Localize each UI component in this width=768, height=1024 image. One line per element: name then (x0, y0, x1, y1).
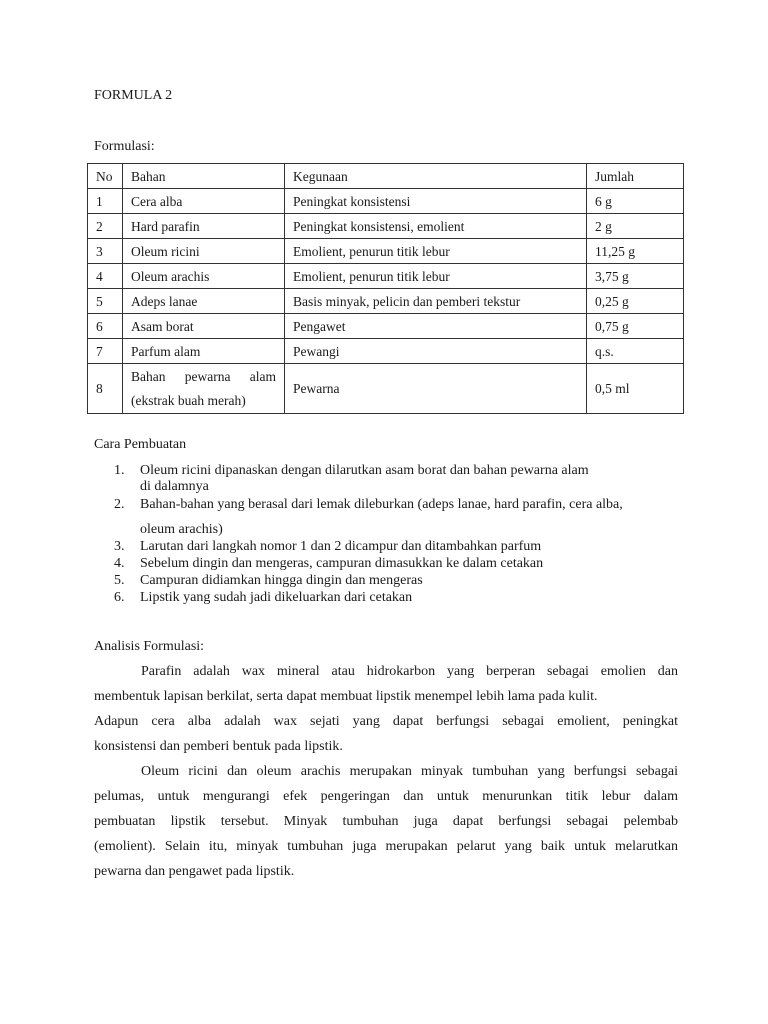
step-text: Campuran didiamkan hingga dingin dan mengeras (140, 573, 423, 588)
cell-kegunaan: Emolient, penurun titik lebur (285, 239, 587, 264)
cell-no: 8 (88, 364, 123, 414)
paragraph-line: Adapun cera alba adalah wax sejati yang dapat berfungsi sebagai emolient, peningkat (94, 714, 678, 729)
cell-bahan: Cera alba (123, 189, 285, 214)
table-row (88, 264, 684, 289)
cell-no: 4 (88, 264, 123, 289)
step-number: 4. (114, 556, 125, 571)
step-text: Bahan-bahan yang berasal dari lemak dileburkan (adeps lanae, hard parafin, cera alba, (140, 497, 623, 512)
cell-no: 2 (88, 214, 123, 239)
cell-bahan: Oleum arachis (123, 264, 285, 289)
analisis-heading: Analisis Formulasi: (94, 639, 205, 654)
header-no: No (88, 164, 123, 189)
cell-bahan: Parfum alam (123, 339, 285, 364)
cell-bahan: Hard parafin (123, 214, 285, 239)
paragraph-line: membentuk lapisan berkilat, serta dapat membuat lipstik menempel lebih lama pada kulit. (94, 689, 598, 704)
cell-kegunaan: Emolient, penurun titik lebur (285, 264, 587, 289)
cell-bahan: Oleum ricini (123, 239, 285, 264)
cell-jumlah: 2 g (587, 214, 684, 239)
paragraph-line: pewarna dan pengawet pada lipstik. (94, 864, 295, 879)
table-row (88, 289, 684, 314)
table-row (88, 314, 684, 339)
table-row (88, 239, 684, 264)
table-header-row (88, 164, 684, 189)
header-kegunaan: Kegunaan (285, 164, 587, 189)
step-text: Sebelum dingin dan mengeras, campuran dimasukkan ke dalam cetakan (140, 556, 544, 571)
cell-jumlah: q.s. (587, 339, 684, 364)
cell-jumlah: 11,25 g (587, 239, 684, 264)
cell-bahan: Asam borat (123, 314, 285, 339)
step-text: Lipstik yang sudah jadi dikeluarkan dari cetakan (140, 590, 413, 605)
header-bahan: Bahan (123, 164, 285, 189)
step-number: 6. (114, 590, 125, 605)
cell-no: 5 (88, 289, 123, 314)
table-row (88, 214, 684, 239)
paragraph-line: pelumas, untuk mengurangi efek pengeringan dan untuk menurunkan titik lebur dalam (94, 789, 678, 804)
table-row (88, 339, 684, 364)
cell-bahan (123, 364, 285, 414)
paragraph-line: (emolient). Selain itu, minyak tumbuhan juga merupakan pelarut yang baik untuk melarutkan (94, 839, 678, 854)
step-number: 5. (114, 573, 125, 588)
cell-no: 3 (88, 239, 123, 264)
cell-jumlah: 0,25 g (587, 289, 684, 314)
formulasi-label: Formulasi: (94, 139, 155, 154)
paragraph-line: Oleum ricini dan oleum arachis merupakan minyak tumbuhan yang berfungsi sebagai (141, 764, 678, 779)
step-number: 1. (114, 463, 125, 478)
cell-kegunaan: Pewarna (285, 364, 587, 414)
cara-heading: Cara Pembuatan (94, 437, 187, 452)
cell-bahan-line: (ekstrak buah merah) (131, 392, 246, 408)
cell-no: 7 (88, 339, 123, 364)
cell-no: 6 (88, 314, 123, 339)
cell-kegunaan: Basis minyak, pelicin dan pemberi tekstur (285, 289, 587, 314)
formula-table (87, 163, 684, 414)
cell-jumlah: 3,75 g (587, 264, 684, 289)
step-text: di dalamnya (140, 479, 209, 494)
step-number: 3. (114, 539, 125, 554)
step-text: Oleum ricini dipanaskan dengan dilarutkan asam borat dan bahan pewarna alam (140, 463, 589, 478)
paragraph-line: konsistensi dan pemberi bentuk pada lipstik. (94, 739, 343, 754)
cell-kegunaan: Pengawet (285, 314, 587, 339)
cell-jumlah: 0,75 g (587, 314, 684, 339)
step-text: oleum arachis) (140, 522, 223, 537)
cell-bahan-line: Bahan pewarna alam (131, 368, 276, 384)
paragraph-line: Parafin adalah wax mineral atau hidrokarbon yang berperan sebagai emolien dan (141, 664, 678, 679)
cell-bahan: Adeps lanae (123, 289, 285, 314)
table-row (88, 189, 684, 214)
header-jumlah: Jumlah (587, 164, 684, 189)
cell-kegunaan: Peningkat konsistensi (285, 189, 587, 214)
document-title: FORMULA 2 (94, 88, 173, 103)
cell-no: 1 (88, 189, 123, 214)
cell-jumlah: 0,5 ml (587, 364, 684, 414)
table-row (88, 364, 684, 414)
step-text: Larutan dari langkah nomor 1 dan 2 dicampur dan ditambahkan parfum (140, 539, 542, 554)
cell-kegunaan: Pewangi (285, 339, 587, 364)
cell-jumlah: 6 g (587, 189, 684, 214)
step-number: 2. (114, 497, 125, 512)
cell-kegunaan: Peningkat konsistensi, emolient (285, 214, 587, 239)
paragraph-line: pembuatan lipstik tersebut. Minyak tumbuhan juga dapat berfungsi sebagai pelembab (94, 814, 678, 829)
